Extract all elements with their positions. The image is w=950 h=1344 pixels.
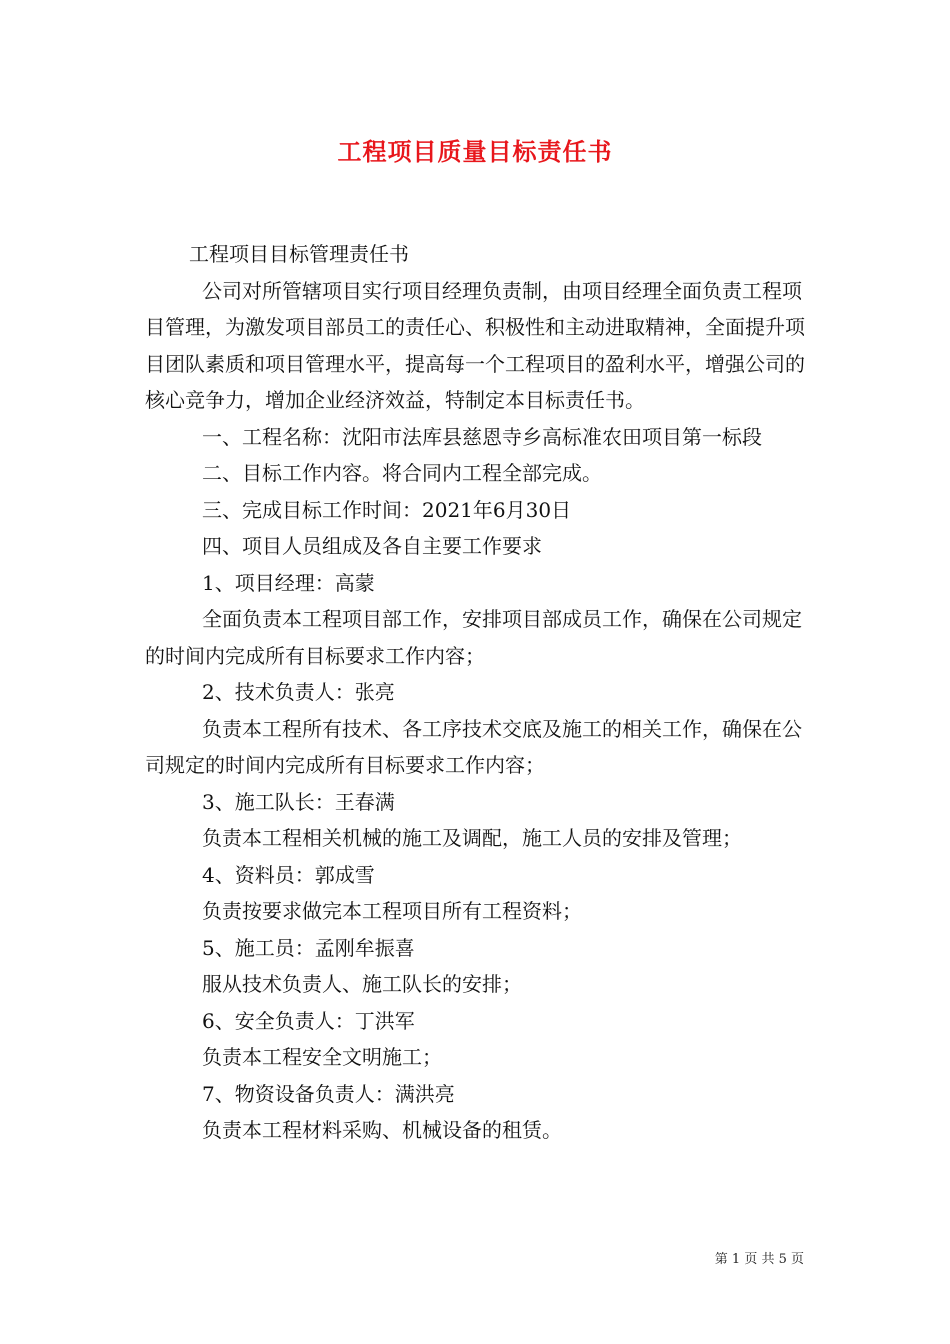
role-title: 4、资料员：郭成雪 <box>202 862 375 887</box>
intro-paragraph: 公司对所管辖项目实行项目经理负责制，由项目经理全面负责工程项目管理，为激发项目部员工的责任心、积极性和主动进取精神，全面提升项目团队素质和项目管理水平，提高每一个工程项目的盈利水平，增强公司的核心竞争力，增加企业经济效益，特制定本目标责任书。 <box>145 278 805 412</box>
subtitle: 工程项目目标管理责任书 <box>189 242 409 266</box>
role-title: 1、项目经理：高蒙 <box>202 570 375 595</box>
role-duty: 负责按要求做完本工程项目所有工程资料； <box>202 899 582 923</box>
role-duty: 服从技术负责人、施工队长的安排； <box>202 972 522 996</box>
section-project-name: 一、工程名称：沈阳市法库县慈恩寺乡高标准农田项目第一标段 <box>202 424 762 449</box>
page-number: 第 1 页 共 5 页 <box>714 1252 804 1267</box>
role-duty: 负责本工程所有技术、各工序技术交底及施工的相关工作，确保在公司规定的时间内完成所有目标要求工作内容； <box>145 716 802 777</box>
section-work-content: 二、目标工作内容。将合同内工程全部完成。 <box>202 461 602 485</box>
document-body <box>145 236 810 1149</box>
role-title: 7、物资设备负责人：满洪亮 <box>202 1081 455 1106</box>
section-personnel: 四、项目人员组成及各自主要工作要求 <box>202 534 542 558</box>
role-duty: 负责本工程材料采购、机械设备的租赁。 <box>202 1118 562 1142</box>
document-title: 工程项目质量目标责任书 <box>337 137 613 166</box>
role-title: 6、安全负责人：丁洪军 <box>202 1008 415 1033</box>
role-title: 2、技术负责人：张亮 <box>202 680 395 704</box>
role-title: 5、施工员：孟刚牟振喜 <box>202 935 415 960</box>
role-title: 3、施工队长：王春满 <box>202 789 395 814</box>
section-deadline: 三、完成目标工作时间：2021年6月30日 <box>202 497 572 522</box>
role-duty: 负责本工程安全文明施工； <box>202 1045 442 1069</box>
role-duty: 全面负责本工程项目部工作，安排项目部成员工作，确保在公司规定的时间内完成所有目标要求工作内容； <box>145 607 802 668</box>
role-duty: 负责本工程相关机械的施工及调配，施工人员的安排及管理； <box>202 826 742 850</box>
